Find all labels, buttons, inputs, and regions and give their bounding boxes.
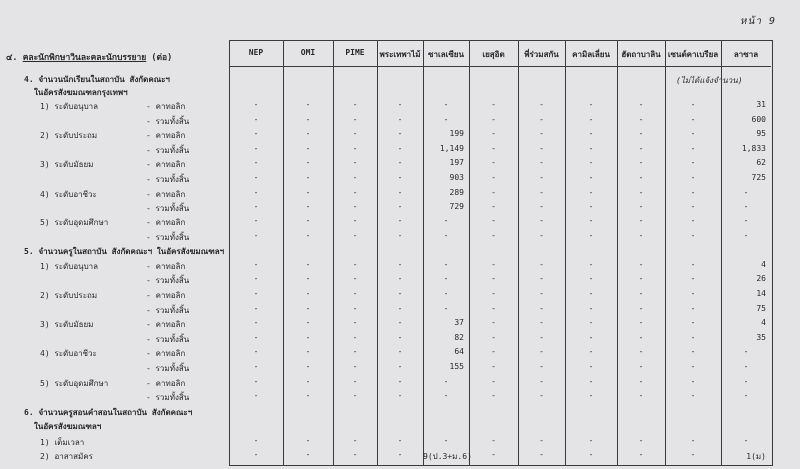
table-cell: - (588, 158, 594, 167)
table-cell: - (305, 391, 311, 400)
header-rule (229, 66, 771, 67)
table-cell: - (491, 274, 496, 283)
heading-prefix: ๔. (6, 53, 18, 63)
table-cell: - (539, 304, 544, 313)
table-cell: - (352, 274, 358, 283)
table-cell: - (397, 274, 403, 283)
table-cell: - (305, 347, 311, 356)
table-cell: - (588, 129, 594, 138)
table-cell: - (305, 318, 311, 327)
table-cell: - (352, 173, 358, 182)
table-cell: 26 (756, 274, 766, 283)
row-sublabel: - รวมทั้งสิ้น (146, 335, 190, 344)
table-cell: - (539, 188, 544, 197)
table-cell: - (588, 173, 594, 182)
table-cell: 14 (756, 289, 766, 298)
row-sublabel: - คาทอลิก (146, 262, 186, 271)
row-sublabel: - รวมทั้งสิ้น (146, 276, 190, 285)
table-cell: 4 (761, 318, 766, 327)
table-cell: - (743, 391, 749, 400)
row-sublabel: - รวมทั้งสิ้น (146, 117, 190, 126)
table-cell: 64 (454, 347, 464, 356)
table-cell: - (397, 436, 403, 445)
table-cell: - (743, 216, 749, 225)
table-cell: - (253, 333, 259, 342)
table-cell: - (491, 158, 496, 167)
table-cell: - (588, 274, 594, 283)
table-cell: - (352, 333, 358, 342)
table-cell: - (588, 188, 594, 197)
table-cell: - (397, 260, 403, 269)
table-cell: - (539, 274, 544, 283)
table-cell: - (588, 333, 594, 342)
row-sublabel: - รวมทั้งสิ้น (146, 393, 190, 402)
table-cell: - (305, 274, 311, 283)
row-sublabel: - คาทอลิก (146, 131, 186, 140)
row-sublabel: - คาทอลิก (146, 190, 186, 199)
table-cell: - (443, 377, 449, 386)
column-header: คามิลเลี่ยน (572, 50, 610, 59)
row-sublabel: - คาทอลิก (146, 218, 186, 227)
table-cell: - (690, 347, 696, 356)
table-cell: - (690, 231, 696, 240)
row-sublabel: - คาทอลิก (146, 291, 186, 300)
table-cell: - (352, 115, 358, 124)
table-cell: - (491, 144, 496, 153)
table-cell: - (397, 100, 403, 109)
table-cell: - (588, 347, 594, 356)
table-cell: - (491, 231, 496, 240)
table-cell: - (491, 318, 496, 327)
table-cell: - (443, 216, 449, 225)
table-cell: - (690, 129, 696, 138)
table-cell: - (638, 216, 644, 225)
table-cell: - (397, 144, 403, 153)
table-cell: - (443, 304, 449, 313)
table-cell: - (305, 377, 311, 386)
table-cell: - (443, 289, 449, 298)
table-cell: - (638, 274, 644, 283)
column-header: เซนต์คาเบรียล (667, 50, 719, 59)
table-cell: - (443, 115, 449, 124)
table-cell: - (397, 216, 403, 225)
table-cell: - (690, 173, 696, 182)
table-cell: - (305, 216, 311, 225)
table-cell: - (443, 391, 449, 400)
table-cell: - (397, 202, 403, 211)
table-cell: 600 (751, 115, 766, 124)
table-cell: - (539, 289, 544, 298)
table-cell: - (352, 450, 358, 459)
table-cell: - (253, 304, 259, 313)
table-cell: 62 (756, 158, 766, 167)
table-cell: - (638, 391, 644, 400)
table-cell: - (743, 202, 749, 211)
table-cell: - (638, 173, 644, 182)
table-cell: 729 (449, 202, 464, 211)
table-cell: 35 (756, 333, 766, 342)
table-cell: - (638, 289, 644, 298)
table-cell: - (638, 436, 644, 445)
table-cell: - (690, 158, 696, 167)
table-cell: - (638, 202, 644, 211)
table-cell: - (638, 260, 644, 269)
row-label: 2) อาสาสมัคร (40, 452, 93, 461)
row-sublabel: - รวมทั้งสิ้น (146, 204, 190, 213)
table-cell: 75 (756, 304, 766, 313)
table-cell: - (588, 450, 594, 459)
table-cell: - (397, 377, 403, 386)
column-header: OMI (300, 48, 316, 57)
table-cell: - (352, 289, 358, 298)
table-cell: 199 (449, 129, 464, 138)
table-cell: - (305, 333, 311, 342)
table-cell: - (491, 289, 496, 298)
table-cell: - (588, 377, 594, 386)
table-cell: - (638, 304, 644, 313)
table-cell: - (305, 144, 311, 153)
table-cell: - (305, 436, 311, 445)
table-cell: 903 (449, 173, 464, 182)
table-cell: - (588, 216, 594, 225)
table-cell: - (253, 450, 259, 459)
table-cell: 9(ป.3+ม.6) (423, 452, 472, 461)
row-sublabel: - รวมทั้งสิ้น (146, 146, 190, 155)
table-cell: 95 (756, 129, 766, 138)
table-cell: - (491, 333, 496, 342)
table-cell: - (397, 362, 403, 371)
heading-suffix: (ต่อ) (151, 53, 173, 63)
table-cell: - (638, 333, 644, 342)
table-cell: - (491, 391, 496, 400)
table-cell: - (539, 115, 544, 124)
table-cell: - (491, 173, 496, 182)
row-label: 6. จำนวนครูสอนคำสอนในสถาบัน สังกัดคณะฯ (24, 408, 193, 417)
table-cell: - (588, 436, 594, 445)
table-cell: - (305, 158, 311, 167)
table-cell: 197 (449, 158, 464, 167)
table-cell: - (397, 129, 403, 138)
table-cell: - (443, 436, 449, 445)
table-cell: - (397, 115, 403, 124)
table-cell: - (253, 436, 259, 445)
table-cell: - (690, 391, 696, 400)
section-heading (6, 50, 172, 64)
table-cell: - (253, 231, 259, 240)
table-cell: - (253, 362, 259, 371)
column-header: ฮัตถาบาลิน (621, 50, 661, 59)
table-cell: - (638, 129, 644, 138)
page-number: หน้า 9 (739, 16, 776, 27)
table-cell: - (588, 289, 594, 298)
table-cell: - (443, 274, 449, 283)
table-cell: - (397, 450, 403, 459)
row-sublabel: - รวมทั้งสิ้น (146, 175, 190, 184)
table-cell: - (352, 188, 358, 197)
table-cell: - (690, 362, 696, 371)
table-cell: - (397, 318, 403, 327)
table-cell: 1,149 (439, 144, 464, 153)
table-cell: - (588, 304, 594, 313)
table-cell: - (690, 188, 696, 197)
table-cell: - (588, 115, 594, 124)
table-cell: - (305, 129, 311, 138)
table-cell: - (352, 100, 358, 109)
table-cell: - (397, 173, 403, 182)
table-cell: - (352, 304, 358, 313)
row-label: 2) ระดับประถม (40, 291, 98, 300)
table-cell: - (397, 158, 403, 167)
table-cell: - (253, 158, 259, 167)
table-cell: - (588, 231, 594, 240)
table-cell: - (305, 231, 311, 240)
column-header: ซาเลเซียน (428, 50, 464, 59)
table-cell: - (638, 158, 644, 167)
table-cell: - (491, 436, 496, 445)
row-label: ในอัครสังฆมณฑลฯ (34, 422, 102, 431)
row-label: 4) ระดับอาชีวะ (40, 349, 97, 358)
table-cell: - (588, 100, 594, 109)
row-label: 5) ระดับอุดมศึกษา (40, 218, 109, 227)
table-cell: 37 (454, 318, 464, 327)
table-cell: - (491, 216, 496, 225)
table-cell: - (539, 158, 544, 167)
table-cell: - (588, 144, 594, 153)
row-label: 2) ระดับประถม (40, 131, 98, 140)
table-cell: - (638, 100, 644, 109)
row-sublabel: - รวมทั้งสิ้น (146, 306, 190, 315)
table-cell: - (397, 391, 403, 400)
table-cell: - (352, 362, 358, 371)
row-sublabel: - คาทอลิก (146, 102, 186, 111)
table-cell: - (352, 202, 358, 211)
table-cell: - (491, 100, 496, 109)
table-cell: - (539, 377, 544, 386)
column-header: NEP (248, 48, 264, 57)
table-cell: - (352, 216, 358, 225)
table-cell: - (397, 333, 403, 342)
table-cell: - (253, 115, 259, 124)
table-cell: - (588, 260, 594, 269)
table-cell: - (690, 216, 696, 225)
table-cell: - (690, 260, 696, 269)
column-header: PIME (345, 48, 365, 57)
table-cell: 1,833 (741, 144, 766, 153)
table-cell: - (743, 231, 749, 240)
table-cell: - (588, 318, 594, 327)
table-cell: - (305, 173, 311, 182)
table-cell: - (491, 377, 496, 386)
table-cell: - (539, 391, 544, 400)
heading-main: คละนักพิกษาวินละคละนักบรรยาย (22, 53, 147, 63)
table-cell: - (743, 436, 749, 445)
table-cell: - (443, 231, 449, 240)
row-label: 4. จำนวนนักเรียนในสถาบัน สังกัดคณะฯ (24, 75, 170, 84)
table-cell: - (491, 260, 496, 269)
table-cell: - (253, 318, 259, 327)
table-cell: - (690, 377, 696, 386)
table-cell: - (397, 231, 403, 240)
table-cell: - (690, 318, 696, 327)
table-cell: - (352, 377, 358, 386)
table-cell: - (638, 362, 644, 371)
table-cell: - (638, 318, 644, 327)
table-cell: - (539, 129, 544, 138)
table-cell: - (638, 144, 644, 153)
table-cell: - (588, 391, 594, 400)
table-cell: - (588, 202, 594, 211)
table-cell: - (638, 188, 644, 197)
table-cell: - (253, 202, 259, 211)
table-cell: - (690, 450, 696, 459)
table-cell: - (305, 289, 311, 298)
table-cell: - (443, 100, 449, 109)
table-cell: - (690, 115, 696, 124)
table-cell: - (539, 347, 544, 356)
table-cell: - (253, 100, 259, 109)
table-cell: - (352, 436, 358, 445)
table-cell: - (253, 188, 259, 197)
table-cell: - (352, 318, 358, 327)
row-sublabel: - รวมทั้งสิ้น (146, 233, 190, 242)
table-cell: - (491, 450, 496, 459)
row-sublabel: - คาทอลิก (146, 379, 186, 388)
table-cell: - (638, 377, 644, 386)
table-cell: - (305, 362, 311, 371)
table-cell: - (539, 216, 544, 225)
table-cell: - (491, 202, 496, 211)
table-cell: - (352, 231, 358, 240)
row-label: 1) ระดับอนุบาล (40, 262, 99, 271)
table-cell: - (352, 260, 358, 269)
table-cell: - (539, 100, 544, 109)
table-cell: - (305, 260, 311, 269)
table-cell: - (539, 260, 544, 269)
row-sublabel: - คาทอลิก (146, 349, 186, 358)
table-cell: - (253, 391, 259, 400)
table-cell: - (539, 173, 544, 182)
table-cell: - (638, 115, 644, 124)
table-cell: - (539, 144, 544, 153)
table-cell: - (743, 188, 749, 197)
table-cell: 31 (756, 100, 766, 109)
unit-note: (ไม่ได้แจ้งจำนวน) (676, 76, 743, 85)
table-cell: - (352, 158, 358, 167)
table-cell: - (638, 231, 644, 240)
table-cell: - (397, 188, 403, 197)
table-cell: - (491, 129, 496, 138)
table-cell: - (397, 347, 403, 356)
table-cell: - (690, 274, 696, 283)
column-header: ลาซาล (733, 50, 759, 59)
row-sublabel: - รวมทั้งสิ้น (146, 364, 190, 373)
table-cell: 155 (449, 362, 464, 371)
column-header: พระเทพาไม้ (379, 50, 421, 59)
table-cell: - (690, 144, 696, 153)
table-cell: - (690, 333, 696, 342)
table-cell: - (539, 318, 544, 327)
row-label: 3) ระดับมัธยม (40, 320, 94, 329)
table-cell: - (443, 260, 449, 269)
table-cell: - (588, 362, 594, 371)
table-cell: 725 (751, 173, 766, 182)
table-cell: - (253, 289, 259, 298)
table-cell: 1(ม) (746, 452, 766, 461)
table-cell: - (539, 450, 544, 459)
table-cell: - (305, 188, 311, 197)
table-cell: - (352, 391, 358, 400)
row-label: 3) ระดับมัธยม (40, 160, 94, 169)
table-cell: 4 (761, 260, 766, 269)
table-cell: - (253, 173, 259, 182)
table-cell: - (539, 231, 544, 240)
row-label: 5. จำนวนครูในสถาบัน สังกัดคณะฯ ในอัครสังฆมณฑลฯ (24, 247, 225, 256)
table-cell: - (690, 304, 696, 313)
table-cell: - (253, 347, 259, 356)
table-cell: - (253, 144, 259, 153)
table-cell: - (743, 362, 749, 371)
row-sublabel: - คาทอลิก (146, 160, 186, 169)
table-cell: - (352, 129, 358, 138)
table-cell: - (539, 333, 544, 342)
table-cell: - (491, 347, 496, 356)
table-cell: - (305, 450, 311, 459)
table-cell: - (539, 362, 544, 371)
table-cell: - (305, 202, 311, 211)
table-cell: - (638, 347, 644, 356)
table-cell: - (491, 188, 496, 197)
table-cell: - (539, 202, 544, 211)
column-header: เยสุอิต (482, 50, 505, 59)
row-sublabel: - คาทอลิก (146, 320, 186, 329)
table-cell: - (690, 202, 696, 211)
table-cell: - (690, 289, 696, 298)
table-cell: - (305, 115, 311, 124)
table-cell: - (253, 260, 259, 269)
row-label: 4) ระดับอาชีวะ (40, 190, 97, 199)
table-cell: - (352, 144, 358, 153)
table-cell: - (397, 289, 403, 298)
table-cell: - (743, 377, 749, 386)
table-cell: - (638, 450, 644, 459)
table-cell: - (352, 347, 358, 356)
table-cell: - (253, 377, 259, 386)
table-cell: - (491, 115, 496, 124)
table-cell: - (253, 216, 259, 225)
table-cell: 82 (454, 333, 464, 342)
table-cell: - (743, 347, 749, 356)
table-cell: - (397, 304, 403, 313)
table-cell: - (253, 129, 259, 138)
table-cell: - (690, 100, 696, 109)
table-cell: - (305, 304, 311, 313)
table-cell: 289 (449, 188, 464, 197)
table-cell: - (491, 304, 496, 313)
row-label: 1) ระดับอนุบาล (40, 102, 99, 111)
table-cell: - (253, 274, 259, 283)
table-cell: - (539, 436, 544, 445)
table-cell: - (305, 100, 311, 109)
row-label: ในอัครสังฆมณฑลกรุงเทพฯ (34, 88, 128, 97)
row-label: 5) ระดับอุดมศึกษา (40, 379, 109, 388)
table-cell: - (491, 362, 496, 371)
row-label: 1) เต็มเวลา (40, 438, 85, 447)
table-cell: - (690, 436, 696, 445)
column-header: พี่ร่วมสกัน (524, 50, 559, 59)
